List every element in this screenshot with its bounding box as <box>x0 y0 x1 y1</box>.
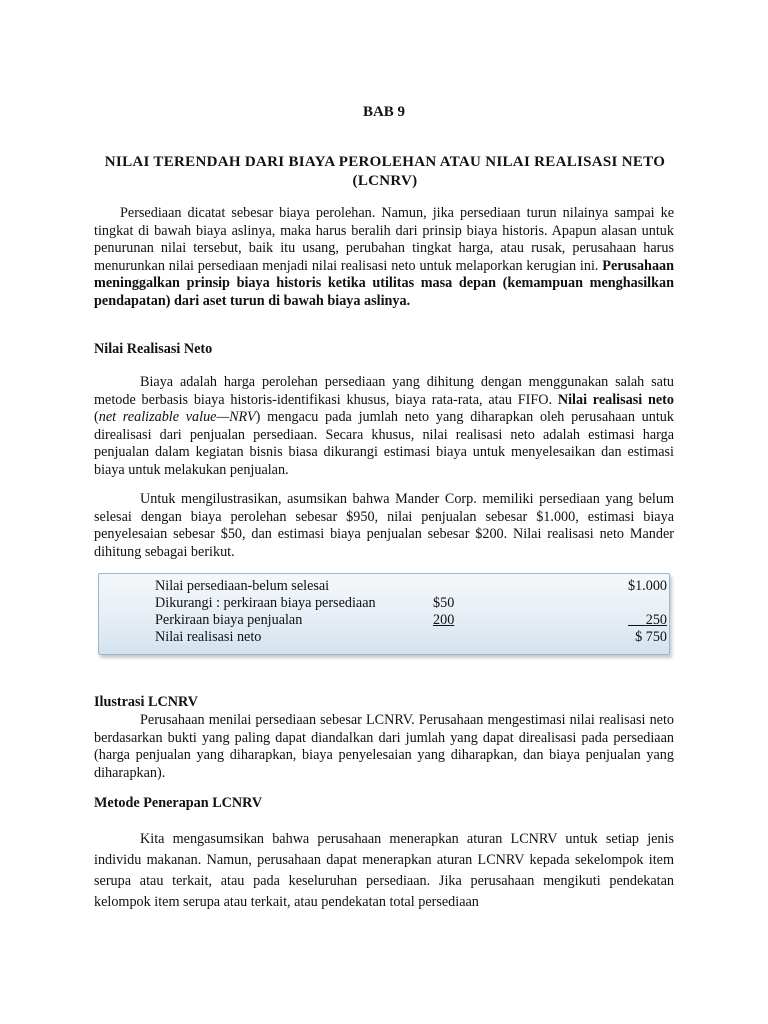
row-label: Dikurangi : perkiraan biaya persediaan <box>155 595 376 611</box>
nrv-definition-paragraph: Biaya adalah harga perolehan persediaan yang dihitung dengan menggunakan salah satu metode berbasis biaya historis-identifikasi khusus, biaya rata-rata, atau FIFO. Nilai realisasi neto (net realizable value—NRV) mengacu pada jumlah neto yang diharapkan oleh perusahaan untuk direalisasi dari penjualan persediaan. Secara khusus, nilai realisasi neto adalah estimasi harga penjualan dalam kegiatan bisnis biasa dikurangi estimasi biaya untuk menyelesaikan dan estimasi biaya untuk melakukan penjualan. <box>94 374 674 478</box>
table-row <box>155 578 667 596</box>
nrv-term-bold: Nilai realisasi neto <box>557 391 674 408</box>
intro-bold-text: Perusahaan meninggalkan prinsip biaya historis ketika utilitas masa depan (kemampuan menghasilkan pendapatan) dari aset turun di bawah biaya aslinya. <box>94 257 675 309</box>
chapter-title-line-1: NILAI TERENDAH DARI BIAYA PEROLEHAN ATAU NILAI REALISASI NETO <box>104 154 666 170</box>
section-heading-lcnrv-illustration: Ilustrasi LCNRV <box>94 694 198 710</box>
nrv-text-end: mengacu pada jumlah neto yang diharapkan oleh perusahaan untuk direalisasi dari penjualan persediaan. Secara khusus, nilai realisasi neto adalah estimasi harga penjualan dalam kegiatan bisnis biasa dikurangi estimasi biaya untuk menyelesaikan dan estimasi biaya untuk melakukan penjualan. <box>94 409 674 478</box>
row-col1: $50 <box>433 595 455 611</box>
chapter-title-line-2: (LCNRV) <box>352 173 418 189</box>
section-heading-lcnrv-method: Metode Penerapan LCNRV <box>94 795 263 811</box>
lcnrv-method-paragraph: Kita mengasumsikan bahwa perusahaan menerapkan aturan LCNRV untuk setiap jenis individu makanan. Namun, perusahaan dapat menerapkan aturan LCNRV kepada sekelompok item serupa atau terkait, atau pada keseluruhan persediaan. Jika perusahaan mengikuti pendekatan kelompok item serupa atau terkait, atau pendekatan total persediaan <box>94 831 674 910</box>
nrv-text-start: Biaya adalah harga perolehan persediaan yang dihitung dengan menggunakan salah satu metode berbasis biaya historis-identifikasi khusus, biaya rata-rata, atau FIFO. <box>94 374 674 408</box>
table-row <box>155 612 667 630</box>
table-row <box>155 629 667 647</box>
illustration-paragraph: Untuk mengilustrasikan, asumsikan bahwa Mander Corp. memiliki persediaan yang belum selesai dengan biaya perolehan sebesar $950, nilai penjualan sebesar $1.000, estimasi biaya penyelesaian sebesar $50, dan estimasi biaya penjualan sebesar $200. Nilai realisasi neto Mander dihitung sebagai berikut. <box>94 491 674 560</box>
row-col2-value: 250 <box>645 612 667 628</box>
nrv-calculation-table <box>98 573 670 655</box>
row-col1: 200 <box>433 612 455 628</box>
row-col2: $1.000 <box>627 578 667 594</box>
intro-paragraph <box>94 205 674 310</box>
chapter-title <box>94 153 676 191</box>
lcnrv-illustration-paragraph: Perusahaan menilai persediaan sebesar LCNRV. Perusahaan mengestimasi nilai realisasi neto berdasarkan bukti yang paling dapat diandalkan dari jumlah yang dapat direalisasi pada persediaan (harga penjualan yang diharapkan, biaya penyelesaian yang diharapkan, dan biaya penjualan yang diharapkan). <box>94 712 674 781</box>
row-col2: $ 750 <box>635 629 667 645</box>
row-label: Nilai realisasi neto <box>155 629 262 645</box>
section-heading-nrv: Nilai Realisasi Neto <box>94 341 213 357</box>
table-row <box>155 595 667 613</box>
row-label: Perkiraan biaya penjualan <box>155 612 303 628</box>
chapter-label: BAB 9 <box>362 104 406 120</box>
nrv-term-italic: net realizable value—NRV <box>98 409 256 425</box>
row-col2 <box>628 612 667 629</box>
row-label: Nilai persediaan-belum selesai <box>155 578 330 594</box>
intro-text: Persediaan dicatat sebesar biaya perolehan. Namun, jika persediaan turun nilainya sampai ke tingkat di bawah biaya aslinya, maka harus beralih dari prinsip biaya historis. Apapun alasan untuk penurunan nilai tersebut, baik itu usang, perubahan tingkat harga, atau rusak, perusahaan harus menurunkan nilai persediaan menjadi nilai realisasi neto untuk melaporkan kerugian ini. <box>94 205 674 274</box>
